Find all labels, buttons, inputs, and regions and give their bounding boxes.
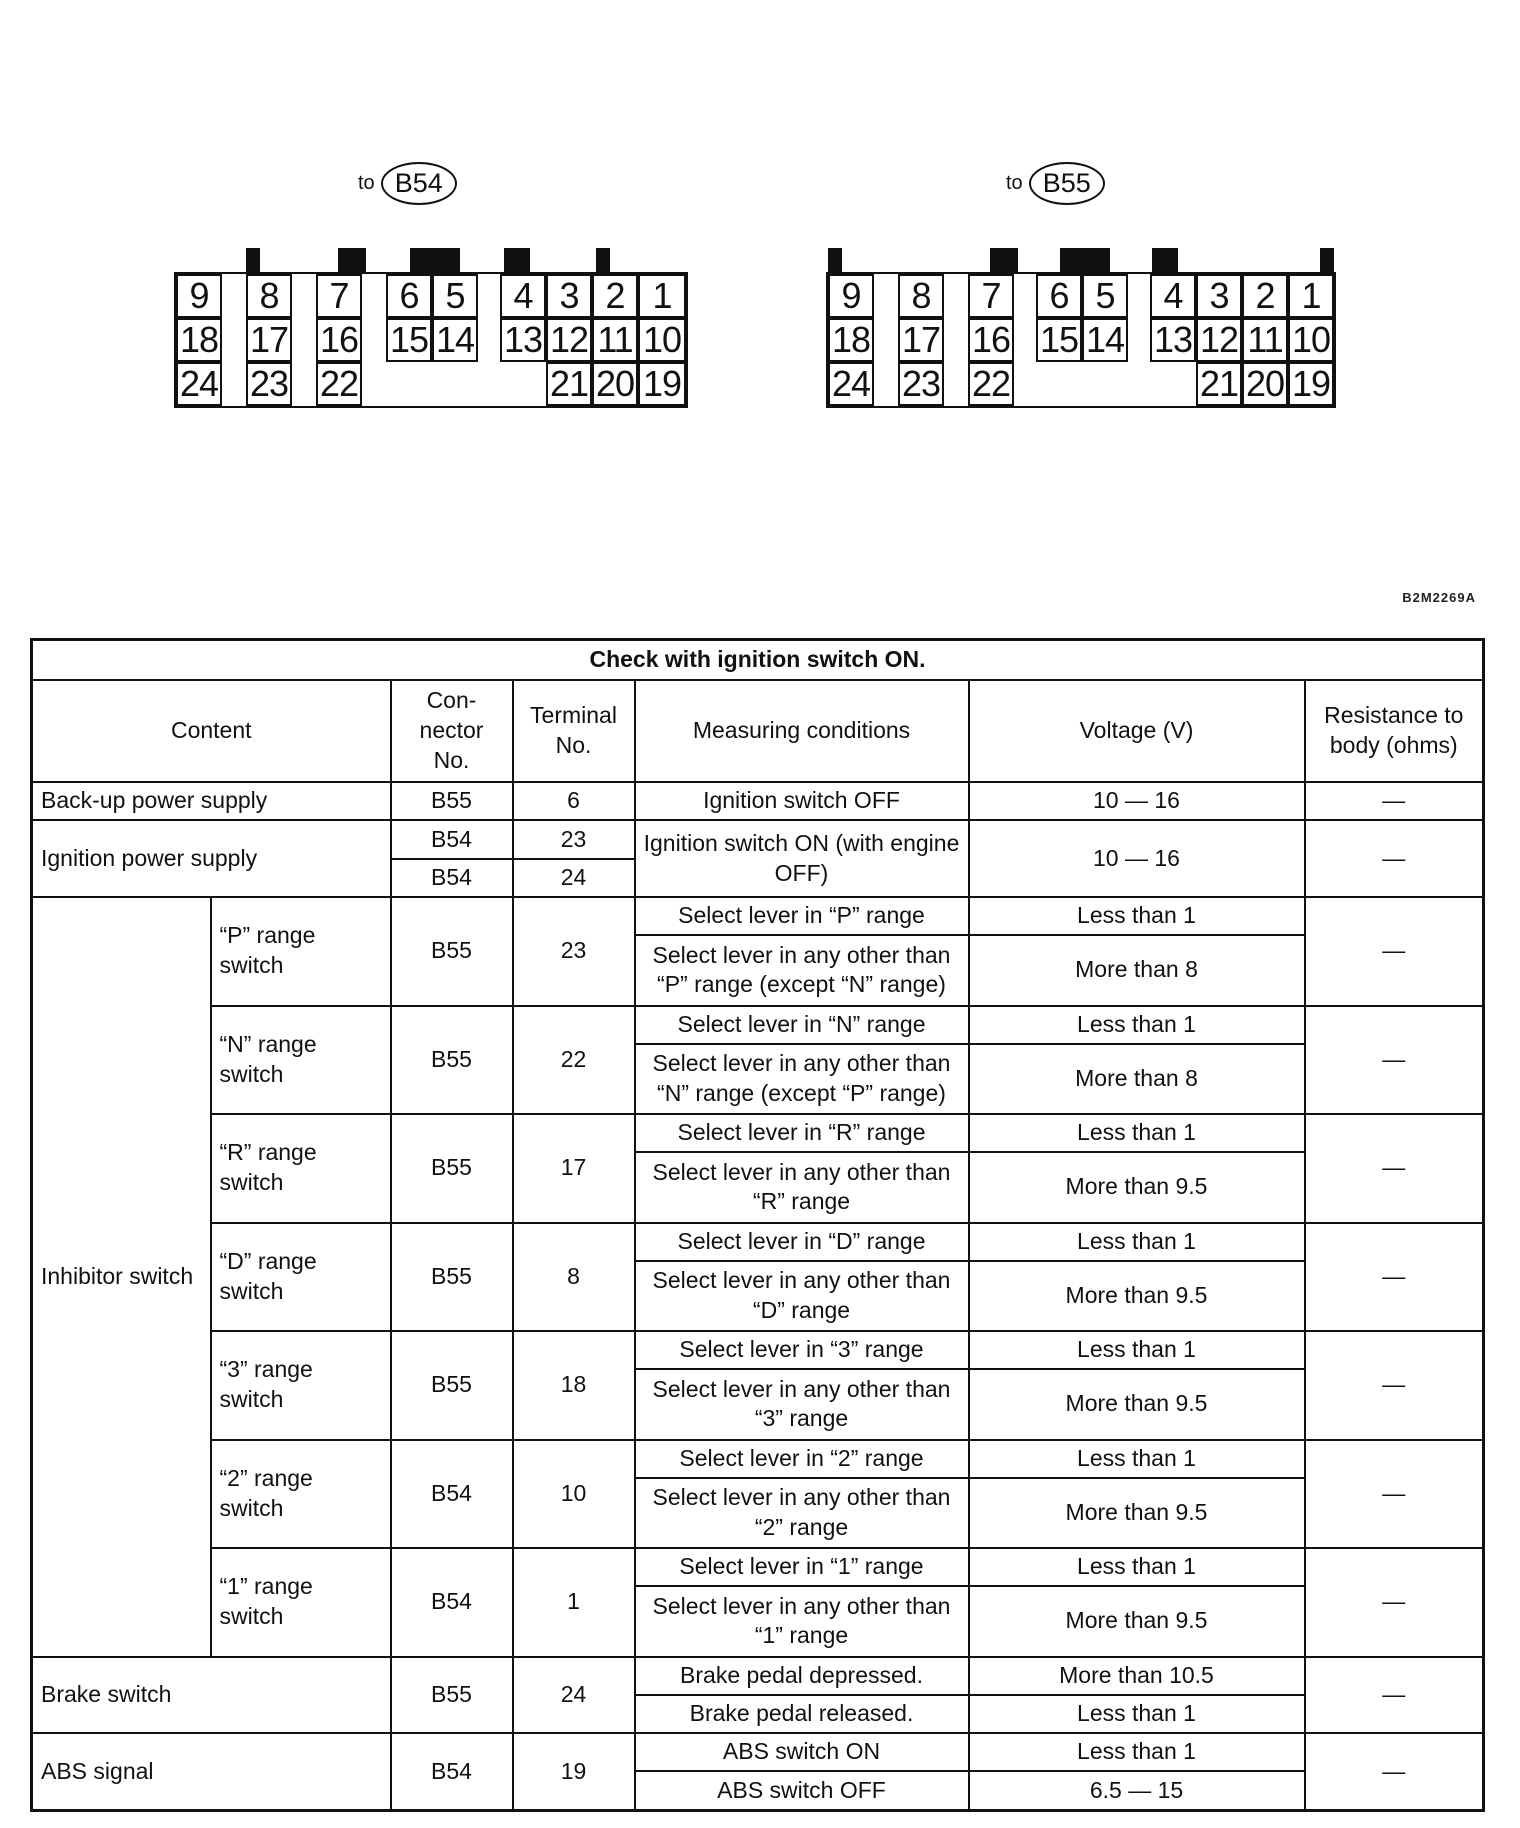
row-voltage: More than 9.5 bbox=[969, 1478, 1305, 1548]
row-voltage: Less than 1 bbox=[969, 1006, 1305, 1044]
range-switch-name: “N” range switch bbox=[211, 1006, 391, 1115]
row-condition: Select lever in any other than “3” range bbox=[635, 1369, 969, 1439]
row-voltage: Less than 1 bbox=[969, 1548, 1305, 1586]
row-condition: Select lever in any other than “N” range (except “P” range) bbox=[635, 1044, 969, 1114]
terminal-cell: 18 bbox=[828, 318, 874, 362]
connector-lock-tab bbox=[990, 248, 1018, 274]
to-word: to bbox=[358, 171, 375, 194]
row-condition: Select lever in any other than “R” range bbox=[635, 1152, 969, 1222]
header-voltage: Voltage (V) bbox=[969, 680, 1305, 782]
row-connector: B54 bbox=[391, 859, 513, 897]
table-row bbox=[32, 1223, 1484, 1261]
row-voltage: More than 9.5 bbox=[969, 1261, 1305, 1331]
table-row bbox=[32, 1657, 1484, 1695]
table-caption: Check with ignition switch ON. bbox=[32, 640, 1484, 681]
connector-b55-label bbox=[1006, 160, 1105, 206]
row-voltage: Less than 1 bbox=[969, 1114, 1305, 1152]
terminal-cell: 11 bbox=[592, 318, 638, 362]
row-terminal: 6 bbox=[513, 782, 635, 820]
row-condition: Select lever in “1” range bbox=[635, 1548, 969, 1586]
row-resistance: — bbox=[1305, 1223, 1484, 1332]
row-condition: Select lever in any other than “D” range bbox=[635, 1261, 969, 1331]
terminal-cell: 15 bbox=[386, 318, 432, 362]
connector-b55-diagram bbox=[826, 160, 1346, 420]
row-connector: B55 bbox=[391, 1223, 513, 1332]
row-condition: Select lever in any other than “2” range bbox=[635, 1478, 969, 1548]
terminal-cell: 14 bbox=[432, 318, 478, 362]
table-row bbox=[32, 897, 1484, 935]
row-voltage: 10 — 16 bbox=[969, 820, 1305, 897]
terminal-cell: 3 bbox=[1196, 274, 1242, 318]
row-connector: B54 bbox=[391, 1548, 513, 1657]
row-terminal: 24 bbox=[513, 1657, 635, 1734]
terminal-cell: 6 bbox=[1036, 274, 1082, 318]
row-connector: B55 bbox=[391, 1657, 513, 1734]
header-resistance: Resistance to body (ohms) bbox=[1305, 680, 1484, 782]
row-condition: Select lever in “D” range bbox=[635, 1223, 969, 1261]
table-row bbox=[32, 820, 1484, 858]
row-condition: Select lever in “R” range bbox=[635, 1114, 969, 1152]
row-resistance: — bbox=[1305, 782, 1484, 820]
row-connector: B55 bbox=[391, 782, 513, 820]
terminal-cell: 4 bbox=[1150, 274, 1196, 318]
terminal-cell: 12 bbox=[1196, 318, 1242, 362]
terminal-cell: 23 bbox=[898, 362, 944, 406]
row-condition: Select lever in any other than “1” range bbox=[635, 1586, 969, 1656]
terminal-cell: 22 bbox=[968, 362, 1014, 406]
row-connector: B55 bbox=[391, 1114, 513, 1223]
row-condition: Ignition switch ON (with engine OFF) bbox=[635, 820, 969, 897]
table-row bbox=[32, 1331, 1484, 1369]
row-condition: Ignition switch OFF bbox=[635, 782, 969, 820]
row-voltage: Less than 1 bbox=[969, 1695, 1305, 1733]
connector-body bbox=[826, 272, 1336, 408]
terminal-cell: 10 bbox=[1288, 318, 1334, 362]
terminal-cell: 19 bbox=[1288, 362, 1334, 406]
row-condition: Select lever in “3” range bbox=[635, 1331, 969, 1369]
terminal-cell: 21 bbox=[546, 362, 592, 406]
connector-lock-tab bbox=[504, 248, 530, 274]
row-resistance: — bbox=[1305, 1331, 1484, 1440]
connector-lock-tab bbox=[410, 248, 460, 274]
table-header-row bbox=[32, 680, 1484, 782]
row-voltage: More than 9.5 bbox=[969, 1152, 1305, 1222]
connector-lock-tab bbox=[246, 248, 260, 274]
table-row bbox=[32, 782, 1484, 820]
connector-lock-tab bbox=[596, 248, 610, 274]
connector-b54-label bbox=[358, 160, 457, 206]
terminal-cell: 17 bbox=[898, 318, 944, 362]
row-terminal: 23 bbox=[513, 820, 635, 858]
row-terminal: 19 bbox=[513, 1733, 635, 1810]
terminal-cell: 11 bbox=[1242, 318, 1288, 362]
row-voltage: More than 9.5 bbox=[969, 1586, 1305, 1656]
range-switch-name: “R” range switch bbox=[211, 1114, 391, 1223]
row-condition: ABS switch ON bbox=[635, 1733, 969, 1771]
connector-lock-tab bbox=[1320, 248, 1334, 274]
row-resistance: — bbox=[1305, 1657, 1484, 1734]
row-voltage: Less than 1 bbox=[969, 1223, 1305, 1261]
table-row bbox=[32, 1114, 1484, 1152]
row-condition: Brake pedal depressed. bbox=[635, 1657, 969, 1695]
row-resistance: — bbox=[1305, 1548, 1484, 1657]
terminal-cell: 12 bbox=[546, 318, 592, 362]
row-condition: Select lever in “2” range bbox=[635, 1440, 969, 1478]
terminal-check-table bbox=[30, 638, 1485, 1812]
terminal-cell: 15 bbox=[1036, 318, 1082, 362]
row-condition: Brake pedal released. bbox=[635, 1695, 969, 1733]
connector-lock-tab bbox=[1152, 248, 1178, 274]
connector-lock-tab bbox=[828, 248, 842, 274]
row-condition: Select lever in any other than “P” range (except “N” range) bbox=[635, 935, 969, 1005]
connector-b54-diagram bbox=[174, 160, 694, 420]
table-row bbox=[32, 1440, 1484, 1478]
terminal-cell: 17 bbox=[246, 318, 292, 362]
row-content: Ignition power supply bbox=[32, 820, 391, 897]
range-switch-name: “P” range switch bbox=[211, 897, 391, 1006]
row-voltage: More than 8 bbox=[969, 935, 1305, 1005]
row-connector: B54 bbox=[391, 1733, 513, 1810]
terminal-cell: 18 bbox=[176, 318, 222, 362]
row-resistance: — bbox=[1305, 1733, 1484, 1810]
header-conditions: Measuring conditions bbox=[635, 680, 969, 782]
header-connector: Con-nector No. bbox=[391, 680, 513, 782]
range-switch-name: “3” range switch bbox=[211, 1331, 391, 1440]
row-condition: ABS switch OFF bbox=[635, 1771, 969, 1810]
terminal-cell: 24 bbox=[176, 362, 222, 406]
row-connector: B55 bbox=[391, 1006, 513, 1115]
terminal-cell: 16 bbox=[316, 318, 362, 362]
terminal-cell: 13 bbox=[1150, 318, 1196, 362]
row-voltage: Less than 1 bbox=[969, 1440, 1305, 1478]
connector-lock-tab bbox=[338, 248, 366, 274]
row-resistance: — bbox=[1305, 897, 1484, 1006]
row-terminal: 18 bbox=[513, 1331, 635, 1440]
terminal-cell: 2 bbox=[592, 274, 638, 318]
row-voltage: More than 9.5 bbox=[969, 1369, 1305, 1439]
row-connector: B55 bbox=[391, 897, 513, 1006]
terminal-cell: 3 bbox=[546, 274, 592, 318]
terminal-cell: 1 bbox=[638, 274, 686, 318]
row-content: ABS signal bbox=[32, 1733, 391, 1810]
row-terminal: 17 bbox=[513, 1114, 635, 1223]
row-resistance: — bbox=[1305, 1114, 1484, 1223]
row-terminal: 22 bbox=[513, 1006, 635, 1115]
connector-id-oval: B55 bbox=[1029, 162, 1105, 205]
to-word: to bbox=[1006, 171, 1023, 194]
row-terminal: 10 bbox=[513, 1440, 635, 1549]
header-content: Content bbox=[32, 680, 391, 782]
terminal-cell: 16 bbox=[968, 318, 1014, 362]
inhibitor-switch-label: Inhibitor switch bbox=[32, 897, 211, 1657]
row-condition: Select lever in “P” range bbox=[635, 897, 969, 935]
row-terminal: 23 bbox=[513, 897, 635, 1006]
row-voltage: 10 — 16 bbox=[969, 782, 1305, 820]
row-terminal: 24 bbox=[513, 859, 635, 897]
row-content: Back-up power supply bbox=[32, 782, 391, 820]
row-resistance: — bbox=[1305, 820, 1484, 897]
terminal-cell: 14 bbox=[1082, 318, 1128, 362]
terminal-cell: 22 bbox=[316, 362, 362, 406]
row-condition: Select lever in “N” range bbox=[635, 1006, 969, 1044]
range-switch-name: “D” range switch bbox=[211, 1223, 391, 1332]
terminal-cell: 5 bbox=[432, 274, 478, 318]
row-voltage: 6.5 — 15 bbox=[969, 1771, 1305, 1810]
row-voltage: Less than 1 bbox=[969, 1733, 1305, 1771]
row-terminal: 1 bbox=[513, 1548, 635, 1657]
table-row bbox=[32, 1006, 1484, 1044]
figure-code: B2M2269A bbox=[1402, 590, 1476, 605]
terminal-cell: 13 bbox=[500, 318, 546, 362]
row-content: Brake switch bbox=[32, 1657, 391, 1734]
terminal-cell: 7 bbox=[316, 274, 362, 318]
row-terminal: 8 bbox=[513, 1223, 635, 1332]
header-terminal: Terminal No. bbox=[513, 680, 635, 782]
row-voltage: More than 10.5 bbox=[969, 1657, 1305, 1695]
range-switch-name: “1” range switch bbox=[211, 1548, 391, 1657]
terminal-cell: 9 bbox=[176, 274, 222, 318]
row-voltage: Less than 1 bbox=[969, 897, 1305, 935]
terminal-cell: 10 bbox=[638, 318, 686, 362]
table-row bbox=[32, 1548, 1484, 1586]
terminal-cell: 7 bbox=[968, 274, 1014, 318]
terminal-cell: 2 bbox=[1242, 274, 1288, 318]
terminal-cell: 8 bbox=[898, 274, 944, 318]
terminal-cell: 8 bbox=[246, 274, 292, 318]
row-voltage: Less than 1 bbox=[969, 1331, 1305, 1369]
terminal-cell: 20 bbox=[592, 362, 638, 406]
terminal-cell: 1 bbox=[1288, 274, 1334, 318]
terminal-cell: 9 bbox=[828, 274, 874, 318]
terminal-cell: 21 bbox=[1196, 362, 1242, 406]
row-connector: B55 bbox=[391, 1331, 513, 1440]
row-voltage: More than 8 bbox=[969, 1044, 1305, 1114]
terminal-cell: 6 bbox=[386, 274, 432, 318]
terminal-cell: 24 bbox=[828, 362, 874, 406]
terminal-cell: 19 bbox=[638, 362, 686, 406]
terminal-cell: 4 bbox=[500, 274, 546, 318]
table-row bbox=[32, 1733, 1484, 1771]
row-resistance: — bbox=[1305, 1440, 1484, 1549]
range-switch-name: “2” range switch bbox=[211, 1440, 391, 1549]
row-resistance: — bbox=[1305, 1006, 1484, 1115]
row-connector: B54 bbox=[391, 1440, 513, 1549]
connector-id-oval: B54 bbox=[381, 162, 457, 205]
terminal-cell: 23 bbox=[246, 362, 292, 406]
terminal-cell: 5 bbox=[1082, 274, 1128, 318]
connector-lock-tab bbox=[1060, 248, 1110, 274]
terminal-cell: 20 bbox=[1242, 362, 1288, 406]
connector-body bbox=[174, 272, 688, 408]
row-connector: B54 bbox=[391, 820, 513, 858]
